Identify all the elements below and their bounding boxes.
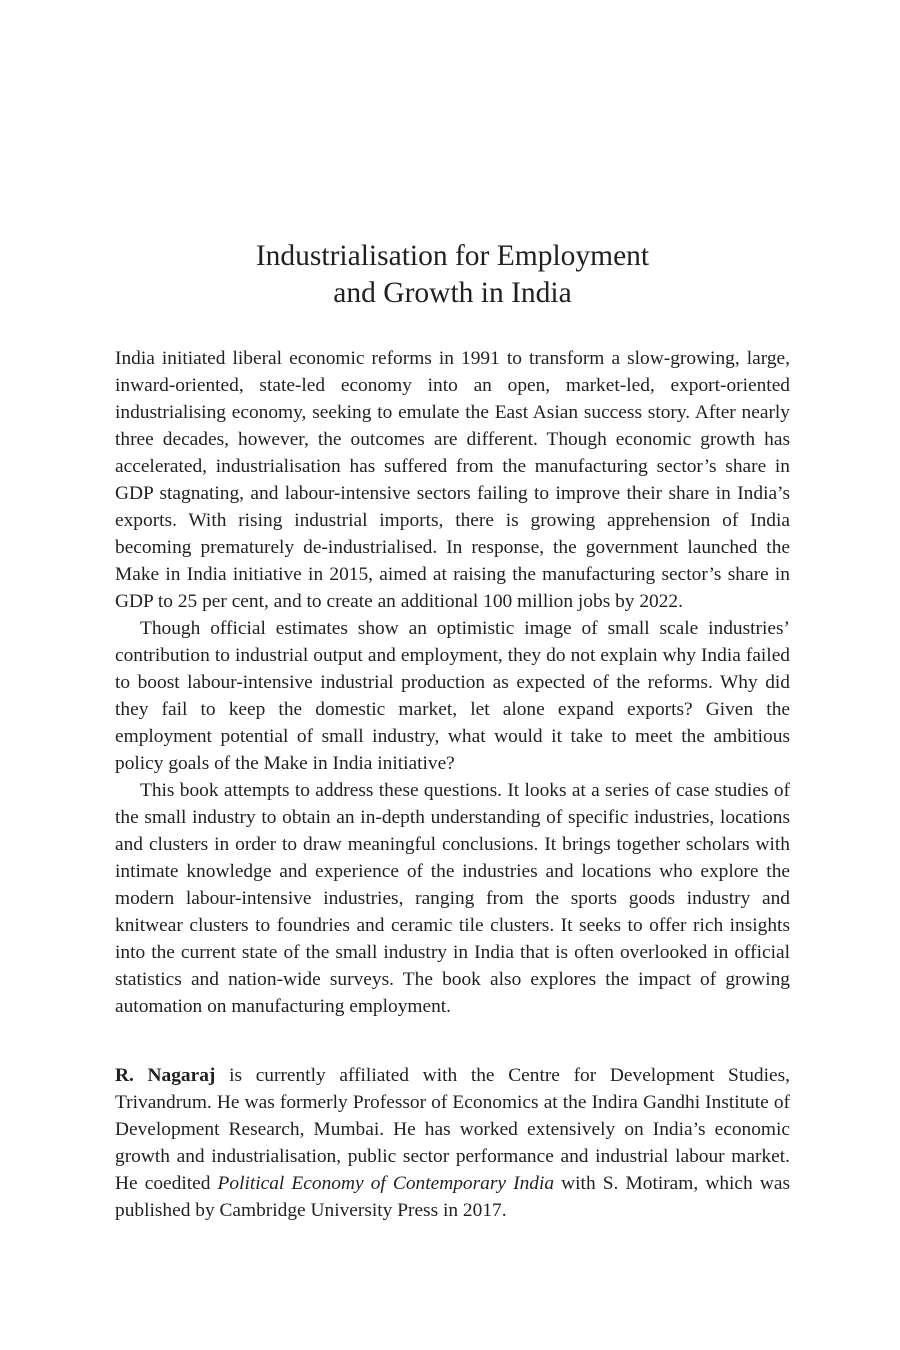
paragraph-1: India initiated liberal economic reforms in 1991 to transform a slow-growing, large, inward-oriented, state-led economy into an open, market-led, export-oriented industrialising economy, seeking to emulate the East Asian success story. After nearly three decades, however, the outcomes are different. Though economic growth has accelerated, industrialisation has suffered from the manufacturing sector’s share in GDP stagnating, and labour-intensive sectors failing to improve their share in India’s exports. With rising industrial imports, there is growing apprehension of India becoming prematurely de-industrialised. In response, the government launched the Make in India initiative in 2015, aimed at raising the manufacturing sector’s share in GDP to 25 per cent, and to create an additional 100 million jobs by 2022.: [115, 348, 790, 612]
blurb-body: [115, 345, 790, 1020]
book-title: Political Economy of Contemporary India: [217, 1173, 555, 1194]
page-title: [115, 238, 790, 312]
author-bio-paragraph: [115, 1062, 790, 1224]
author-bio: [115, 1062, 790, 1224]
author-name: R. Nagaraj: [115, 1065, 216, 1086]
bio-text-after: with S. Motiram, which was published by Cambridge University Press in 2017.: [115, 1173, 790, 1221]
paragraph-2: Though official estimates show an optimistic image of small scale industries’ contribution to industrial output and employment, they do not explain why India failed to boost labour-intensive industrial production as expected of the reforms. Why did they fail to keep the domestic market, let alone expand exports? Given the employment potential of small industry, what would it take to meet the ambitious policy goals of the Make in India initiative?: [115, 618, 790, 774]
bio-text-before: is currently affiliated with the Centre for Development Studies, Trivandrum. He was formerly Professor of Economics at the Indira Gandhi Institute of Development Research, Mumbai. He has worked extensively on India’s economic growth and industrialisation, public sector performance and industrial labour market. He coedited: [115, 1065, 790, 1194]
title-line-2: and Growth in India: [333, 277, 572, 309]
title-line-1: Industrialisation for Employment: [255, 240, 650, 272]
paragraph-3: This book attempts to address these questions. It looks at a series of case studies of the small industry to obtain an in-depth understanding of specific industries, locations and clusters in order to draw meaningful conclusions. It brings together scholars with intimate knowledge and experience of the industries and locations who explore the modern labour-intensive industries, ranging from the sports goods industry and knitwear clusters to foundries and ceramic tile clusters. It seeks to offer rich insights into the current state of the small industry in India that is often overlooked in official statistics and nation-wide surveys. The book also explores the impact of growing automation on manufacturing employment.: [115, 780, 790, 1017]
